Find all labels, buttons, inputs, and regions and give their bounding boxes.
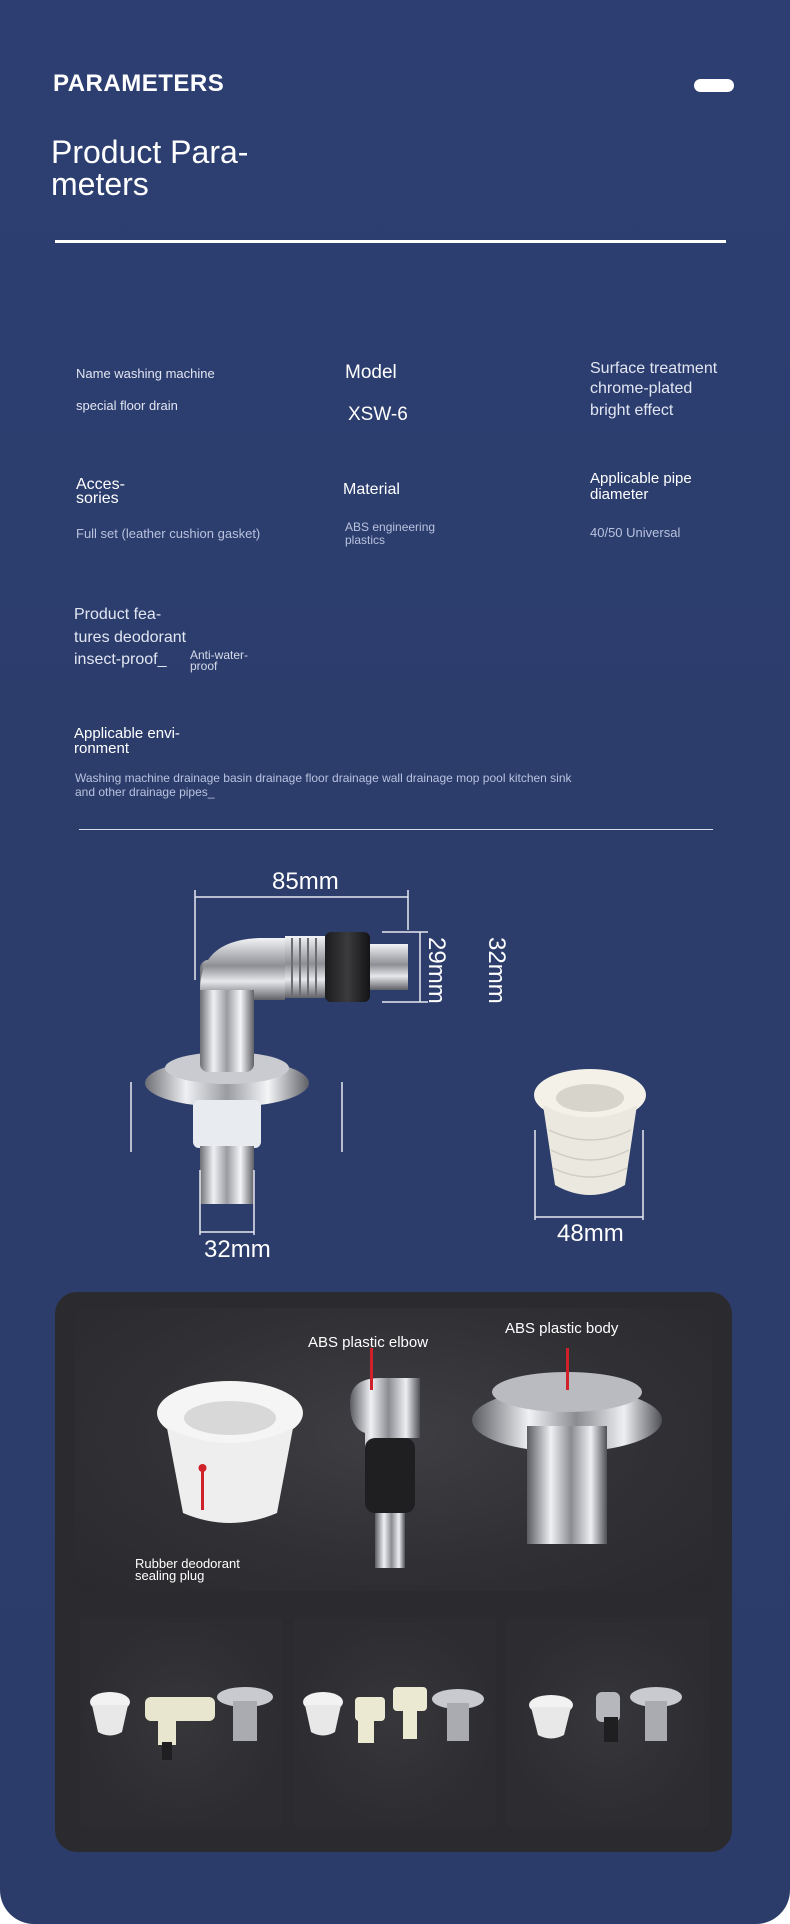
dim-bottom-label: 32mm xyxy=(204,1236,271,1263)
name-line1: Name washing machine xyxy=(76,366,215,381)
thumbnail-variant-3 xyxy=(506,1617,709,1827)
bottom-pipe-shape xyxy=(200,1146,254,1204)
features-line3: insect-proof_ xyxy=(74,651,167,668)
dim-outlet-inner-label: 29mm xyxy=(423,937,450,1004)
pipe-label-line2: diameter xyxy=(590,486,649,503)
accessories-label-line2: sories xyxy=(76,490,119,507)
features-extra-line1: Anti-water- xyxy=(190,648,249,662)
environment-label-line1: Applicable envi- xyxy=(74,725,180,742)
section-tag: PARAMETERS xyxy=(53,70,225,97)
accessories-label-line1: Acces- xyxy=(76,476,125,493)
features-extra-line2: proof xyxy=(190,659,218,673)
environment-value-line1: Washing machine drainage basin drainage floor drainage wall drainage mop pool kitchen sink xyxy=(75,771,572,785)
material-label: Material xyxy=(343,481,400,498)
material-value-line2: plastics xyxy=(345,533,386,547)
params-divider xyxy=(79,829,713,830)
thumbnail-variant-2 xyxy=(293,1617,496,1827)
label-body: ABS plastic body xyxy=(505,1320,619,1337)
rubber-bellows-shape xyxy=(325,932,370,1002)
accessories-value: Full set (leather cushion gasket) xyxy=(76,526,261,541)
environment-value-line2: and other drainage pipes_ xyxy=(75,785,215,799)
dim-gasket-label: 48mm xyxy=(557,1220,624,1247)
surface-line1: Surface treatment xyxy=(590,360,718,377)
pipe-value: 40/50 Universal xyxy=(590,525,681,540)
page-title-line1: Product Para- xyxy=(51,134,249,170)
name-line2: special floor drain xyxy=(76,398,178,413)
label-elbow: ABS plastic elbow xyxy=(308,1334,429,1351)
features-line1: Product fea- xyxy=(74,606,162,623)
page-title-line2: meters xyxy=(51,166,149,202)
toggle-pill-icon xyxy=(694,79,734,92)
model-value: XSW-6 xyxy=(348,404,408,425)
surface-line2: chrome-plated xyxy=(590,380,693,397)
model-label: Model xyxy=(345,362,397,383)
dim-width-label: 85mm xyxy=(272,868,339,895)
drain-dimension-diagram xyxy=(120,860,540,1280)
thumbnail-variant-1 xyxy=(80,1617,283,1827)
label-plug-line2: sealing plug xyxy=(135,1568,205,1583)
surface-line3: bright effect xyxy=(590,402,674,419)
features-line2: tures deodorant xyxy=(74,629,187,646)
material-value-line1: ABS engineering xyxy=(345,520,436,534)
environment-label-line2: ronment xyxy=(74,740,130,757)
components-panel xyxy=(55,1292,732,1852)
dim-outlet-outer-label: 32mm xyxy=(483,937,510,1004)
gasket-image xyxy=(515,1060,665,1230)
pipe-label-line1: Applicable pipe xyxy=(590,470,692,487)
title-divider xyxy=(55,240,726,243)
label-plug-line1: Rubber deodorant xyxy=(135,1556,240,1571)
